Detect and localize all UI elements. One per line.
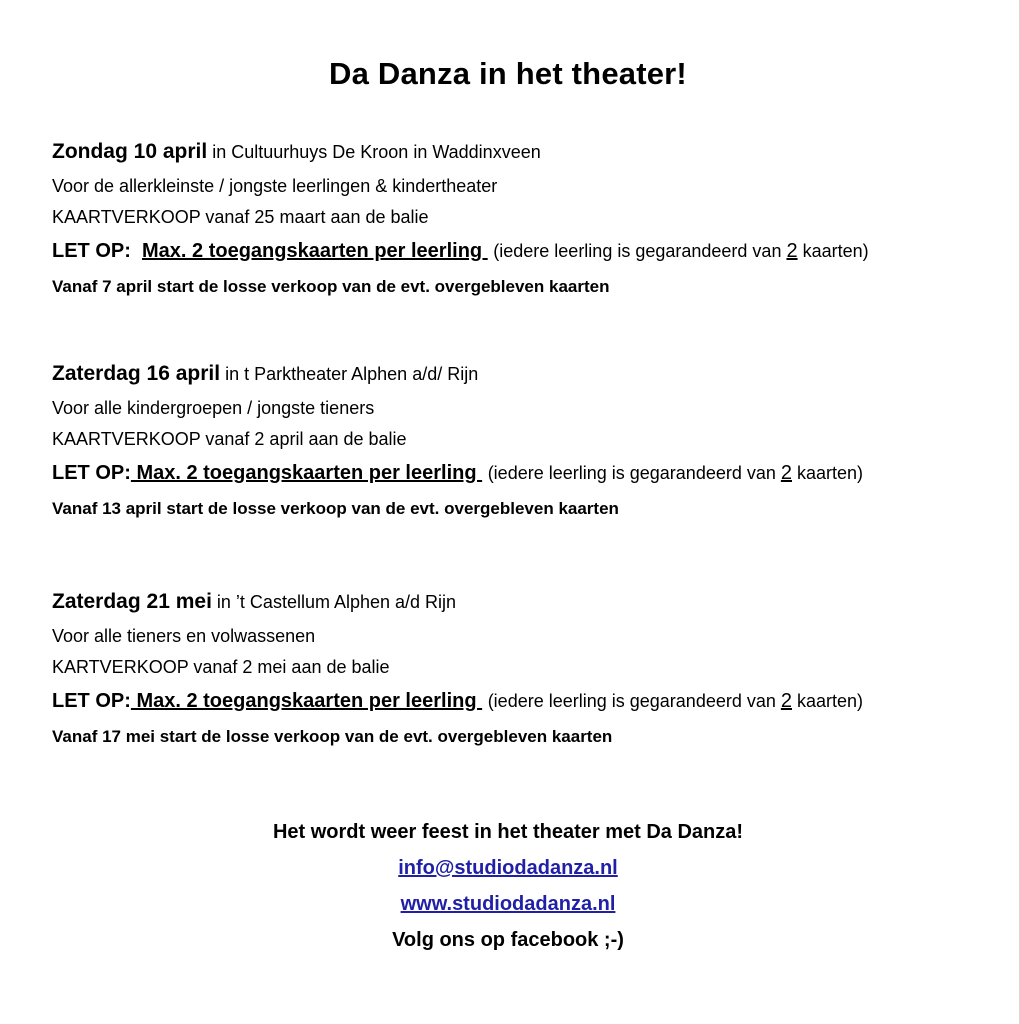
- notice-label: LET OP:: [52, 240, 137, 262]
- event-audience: Voor alle kindergroepen / jongste tieners: [52, 398, 375, 418]
- notice-max-tickets: Max. 2 toegangskaarten per leerling: [130, 690, 483, 712]
- notice-guarantee-number: 2: [780, 462, 792, 484]
- event-date-line: [52, 362, 478, 386]
- event-date: Zaterdag 21 mei: [52, 590, 212, 613]
- notice-guarantee-pre: (iedere leerling is gegarandeerd van: [487, 691, 781, 711]
- event-date-line: [52, 590, 456, 614]
- notice-guarantee-number: 2: [786, 240, 798, 262]
- event-date: Zondag 10 april: [52, 140, 208, 163]
- notice-guarantee-number: 2: [780, 690, 792, 712]
- event-location: in ’t Castellum Alphen a/d Rijn: [216, 592, 457, 612]
- notice-guarantee-post: kaarten): [792, 463, 864, 483]
- email-link-line: [0, 850, 1016, 886]
- event-loose-sale: Vanaf 13 april start de losse verkoop van de evt. overgebleven kaarten: [52, 499, 619, 518]
- facebook-note: Volg ons op facebook ;-): [392, 929, 624, 951]
- event-date-line: [52, 140, 541, 164]
- event-loose-sale: Vanaf 7 april start de losse verkoop van de evt. overgebleven kaarten: [52, 277, 610, 296]
- event-ticket-sale: KAARTVERKOOP vanaf 2 april aan de balie: [52, 429, 407, 449]
- event-audience: Voor alle tieners en volwassenen: [52, 626, 316, 646]
- website-link-line: [0, 886, 1016, 922]
- footer: [0, 814, 1016, 958]
- notice-label: LET OP:: [52, 690, 131, 712]
- notice-guarantee-pre: (iedere leerling is gegarandeerd van: [487, 463, 781, 483]
- event-notice: [52, 240, 869, 263]
- notice-guarantee-pre: (iedere leerling is gegarandeerd van: [493, 241, 787, 261]
- event-location: in Cultuurhuys De Kroon in Waddinxveen: [212, 142, 541, 162]
- event-ticket-sale: KARTVERKOOP vanaf 2 mei aan de balie: [52, 657, 390, 677]
- event-loose-sale: Vanaf 17 mei start de losse verkoop van de evt. overgebleven kaarten: [52, 727, 613, 746]
- notice-guarantee-post: kaarten): [797, 241, 869, 261]
- footer-tagline: Het wordt weer feest in het theater met Da Danza!: [272, 821, 744, 843]
- event-date: Zaterdag 16 april: [52, 362, 221, 385]
- event-audience: Voor de allerkleinste / jongste leerlingen & kindertheater: [52, 176, 498, 196]
- event-notice: [52, 690, 863, 713]
- event-notice: [52, 462, 863, 485]
- notice-max-tickets: Max. 2 toegangskaarten per leerling: [142, 240, 488, 262]
- email-link[interactable]: info@studiodadanza.nl: [398, 857, 618, 879]
- website-link[interactable]: www.studiodadanza.nl: [400, 893, 616, 915]
- event-location: in t Parktheater Alphen a/d/ Rijn: [225, 364, 479, 384]
- notice-label: LET OP:: [52, 462, 131, 484]
- notice-guarantee-post: kaarten): [792, 691, 864, 711]
- event-ticket-sale: KAARTVERKOOP vanaf 25 maart aan de balie: [52, 207, 429, 227]
- notice-max-tickets: Max. 2 toegangskaarten per leerling: [130, 462, 483, 484]
- page-title: Da Danza in het theater!: [329, 56, 687, 91]
